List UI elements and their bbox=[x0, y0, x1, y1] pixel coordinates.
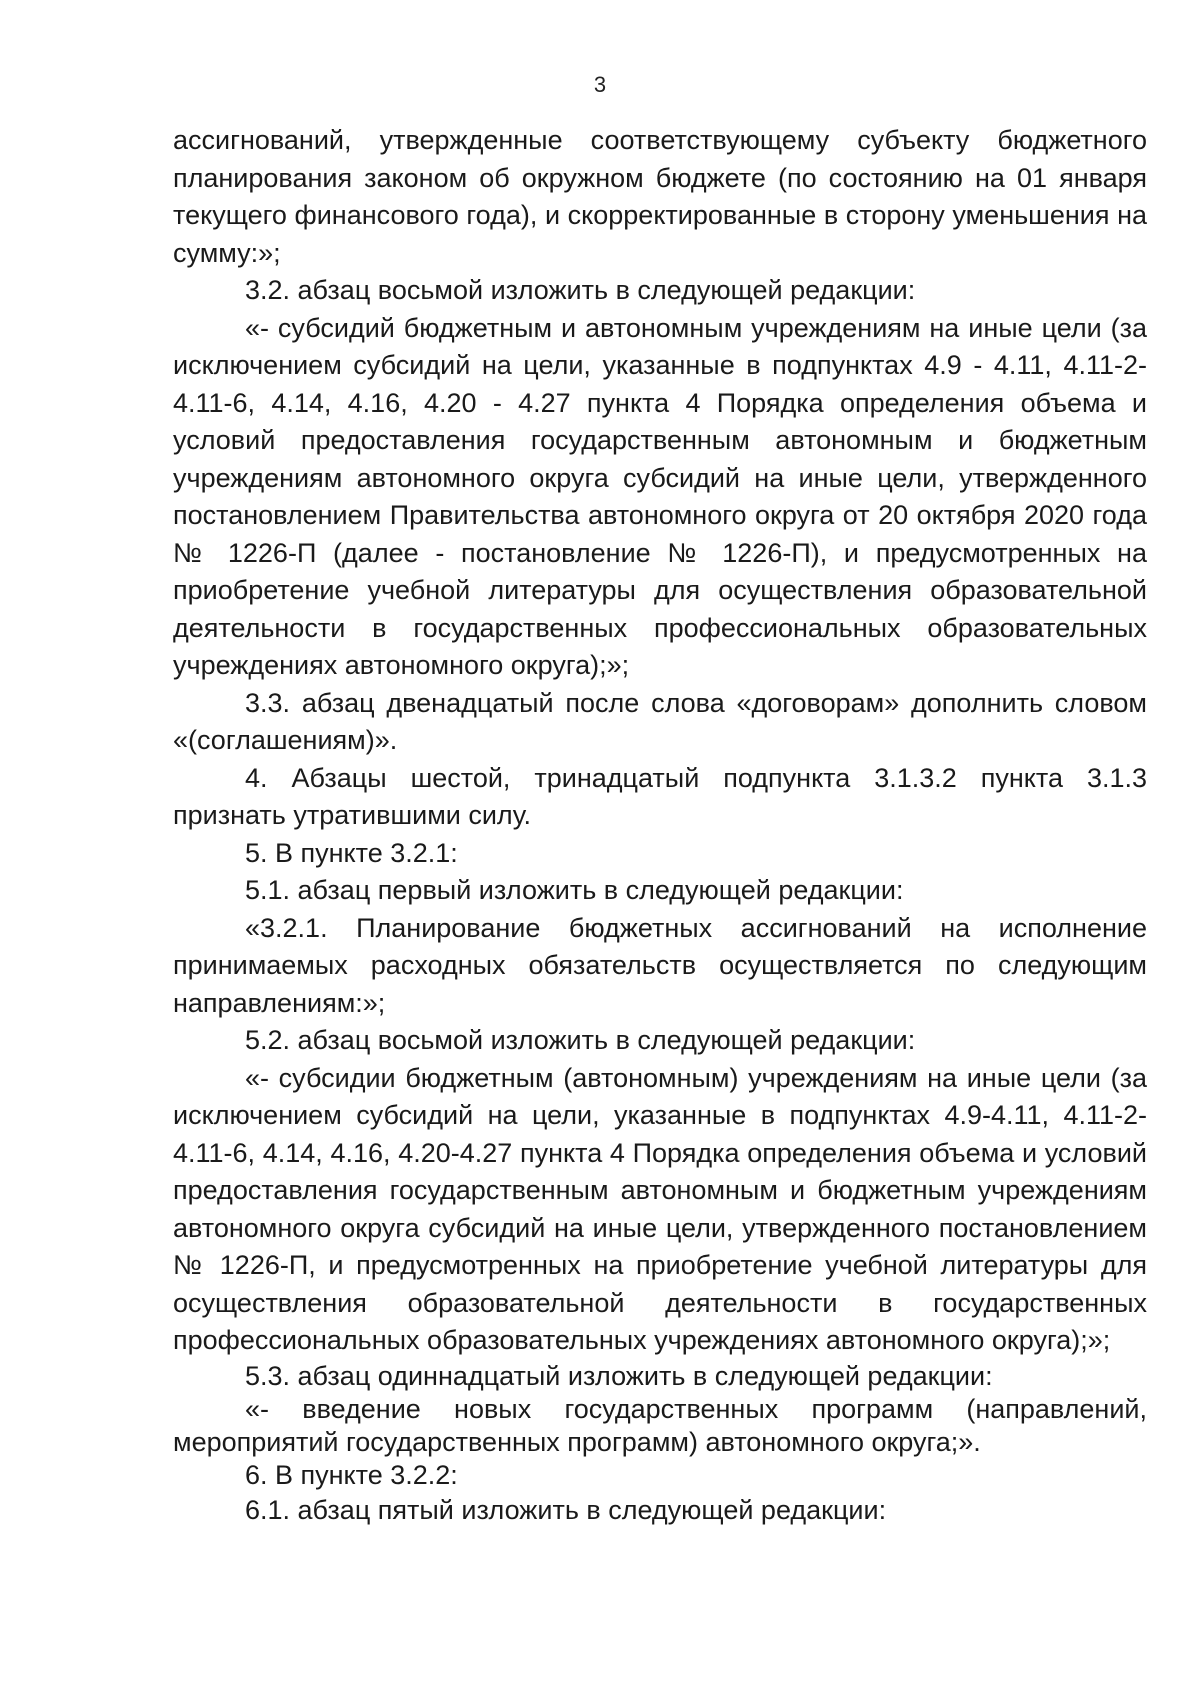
paragraph-5-3-quote: «- введение новых государственных программ (направлений, мероприятий государственных программ) автономного округа;». bbox=[173, 1393, 1147, 1457]
paragraph-3-2-quote: «- субсидий бюджетным и автономным учреждениям на иные цели (за исключением субсидий на цели, указанные в подпунктах 4.9 - 4.11, 4.11-2-4.11-6, 4.14, 4.16, 4.20 - 4.27 пункта 4 Порядка определения объема и условий предоставления государственным автономным и бюджетным учреждениям автономного округа субсидий на иные цели, утвержденного постановлением Правительства автономного округа от 20 октября 2020 года № 1226-П (далее - постановление № 1226-П), и предусмотренных на приобретение учебной литературы для осуществления образовательной деятельности в государственных профессиональных образовательных учреждениях автономного округа);»; bbox=[173, 312, 1147, 680]
paragraph-6: 6. В пункте 3.2.2: bbox=[245, 1459, 458, 1490]
paragraph-4: 4. Абзацы шестой, тринадцатый подпункта 3.1.3.2 пункта 3.1.3 признать утратившими силу. bbox=[173, 762, 1147, 830]
paragraph-5-3: 5.3. абзац одиннадцатый изложить в следующей редакции: bbox=[245, 1360, 993, 1391]
paragraph-5-1-quote: «3.2.1. Планирование бюджетных ассигнований на исполнение принимаемых расходных обязательств осуществляется по следующим направлениям:»; bbox=[173, 912, 1147, 1018]
paragraph-continuation: ассигнований, утвержденные соответствующему субъекту бюджетного планирования законом об окружном бюджете (по состоянию на 01 января текущего финансового года), и скорректированные в сторону уменьшения на сумму:»; bbox=[173, 125, 1147, 268]
paragraph-5-1: 5.1. абзац первый изложить в следующей редакции: bbox=[245, 875, 904, 905]
paragraph-5-2-quote: «- субсидии бюджетным (автономным) учреждениям на иные цели (за исключением субсидий на цели, указанные в подпунктах 4.9-4.11, 4.11-2-4.11-6, 4.14, 4.16, 4.20-4.27 пункта 4 Порядка определения объема и условий предоставления государственным автономным и бюджетным учреждениям автономного округа субсидий на иные цели, утвержденного постановлением № 1226-П, и предусмотренных на приобретение учебной литературы для осуществления образовательной деятельности в государственных профессиональных образовательных учреждениях автономного округа);»; bbox=[173, 1062, 1147, 1355]
page-number: 3 bbox=[593, 72, 607, 97]
paragraph-5-2: 5.2. абзац восьмой изложить в следующей редакции: bbox=[245, 1025, 916, 1055]
document-body bbox=[173, 122, 1147, 1529]
paragraph-3-2: 3.2. абзац восьмой изложить в следующей редакции: bbox=[245, 275, 916, 305]
paragraph-3-3: 3.3. абзац двенадцатый после слова «договорам» дополнить словом «(соглашениям)». bbox=[173, 687, 1147, 755]
paragraph-5: 5. В пункте 3.2.1: bbox=[245, 837, 458, 868]
paragraph-6-1: 6.1. абзац пятый изложить в следующей редакции: bbox=[245, 1494, 887, 1525]
